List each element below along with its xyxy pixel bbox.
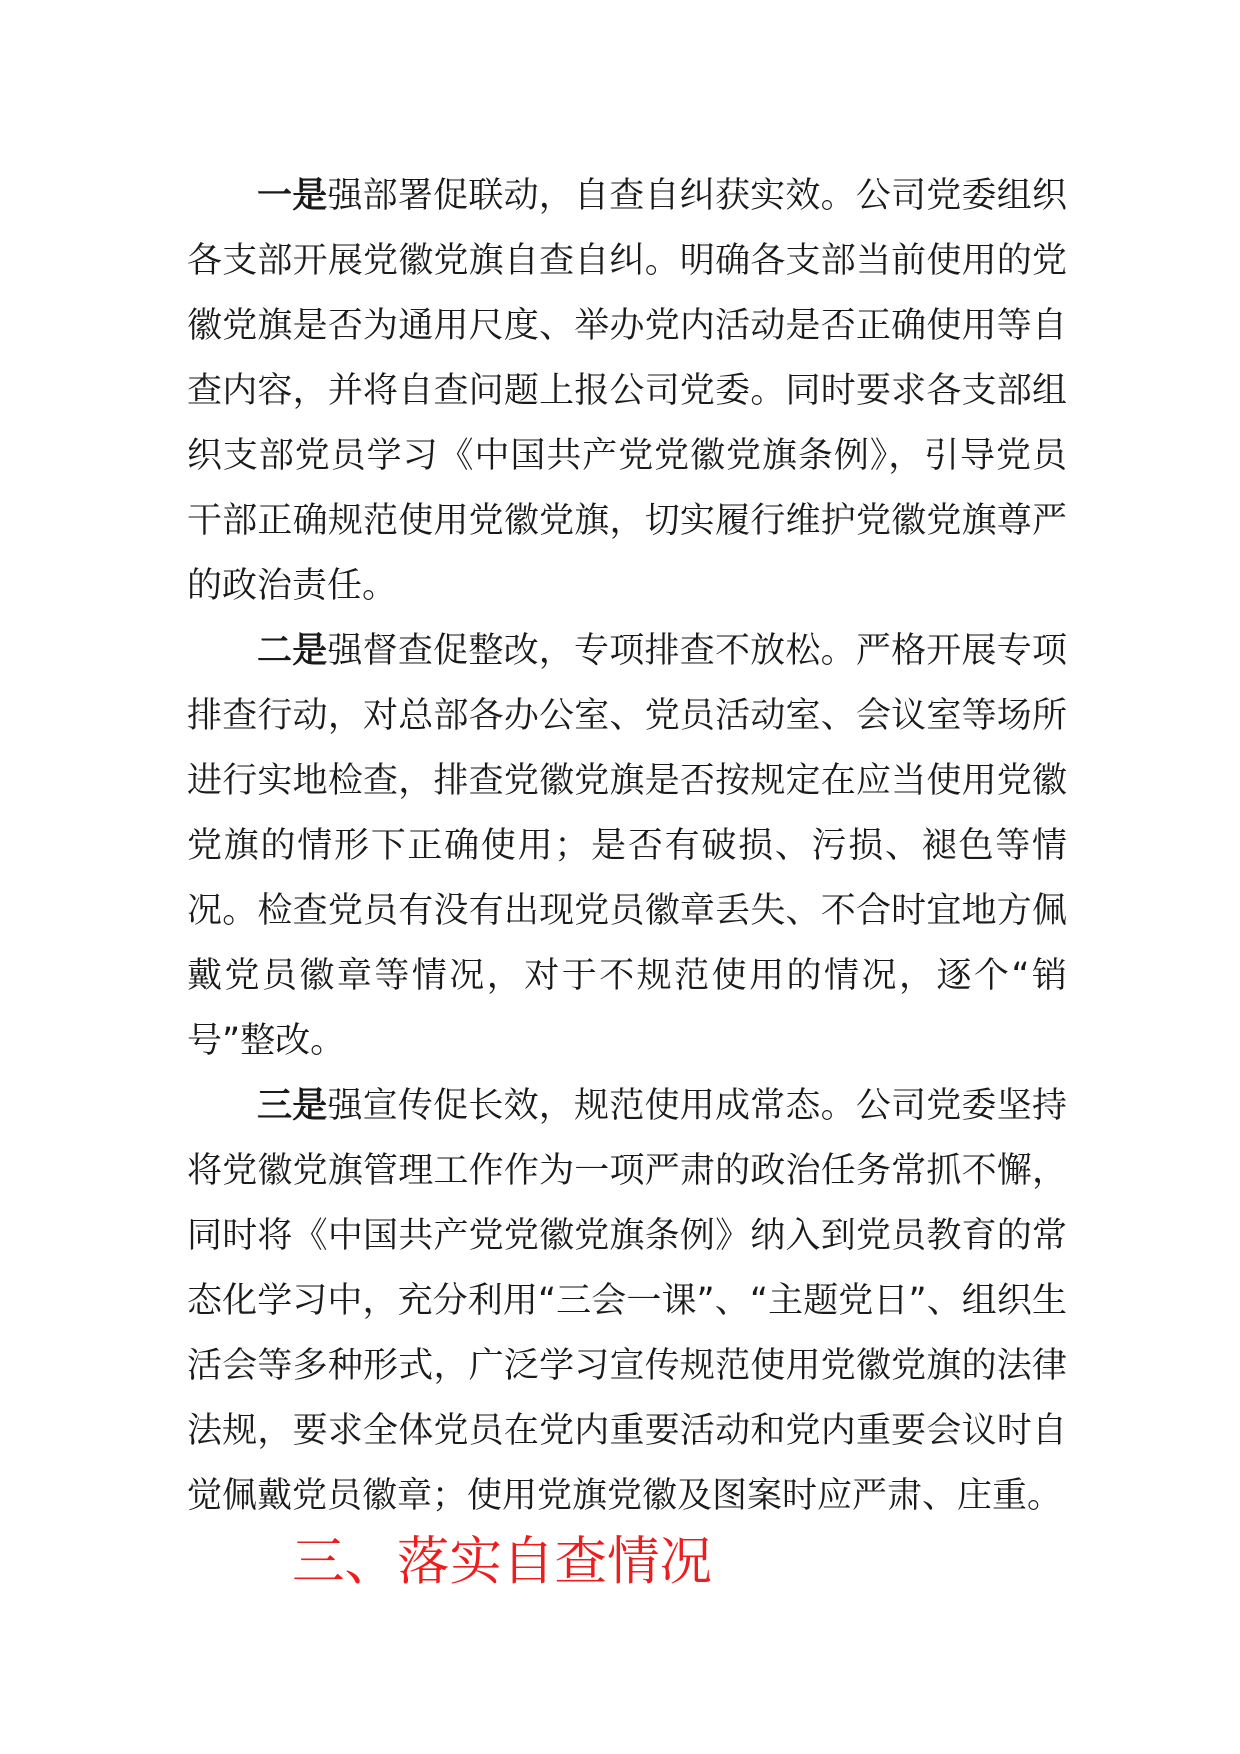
paragraph-1-lead: 一是 (257, 176, 328, 216)
paragraph-3 (187, 1074, 1067, 1529)
paragraph-1 (187, 164, 1067, 619)
document-body (187, 164, 1067, 1594)
paragraph-3-text: 强宣传促长效，规范使用成常态。公司党委坚持将党徽党旗管理工作作为一项严肃的政治任务常抓不懈，同时将《中国共产党党徽党旗条例》纳入到党员教育的常态化学习中，充分利用“三会一课”、“主题党日”、组织生活会等多种形式，广泛学习宣传规范使用党徽党旗的法律法规，要求全体党员在党内重要活动和党内重要会议时自觉佩戴党员徽章；使用党旗党徽及图案时应严肃、庄重。 (187, 1086, 1067, 1516)
paragraph-1-text: 强部署促联动，自查自纠获实效。公司党委组织各支部开展党徽党旗自查自纠。明确各支部当前使用的党徽党旗是否为通用尺度、举办党内活动是否正确使用等自查内容，并将自查问题上报公司党委。同时要求各支部组织支部党员学习《中国共产党党徽党旗条例》，引导党员干部正确规范使用党徽党旗，切实履行维护党徽党旗尊严的政治责任。 (187, 176, 1067, 606)
section-heading: 三、落实自查情况 (292, 1531, 713, 1592)
paragraph-2-text: 强督查促整改，专项排查不放松。严格开展专项排查行动，对总部各办公室、党员活动室、会议室等场所进行实地检查，排查党徽党旗是否按规定在应当使用党徽党旗的情形下正确使用；是否有破损、污损、褪色等情况。检查党员有没有出现党员徽章丢失、不合时宜地方佩戴党员徽章等情况，对于不规范使用的情况，逐个“销号”整改。 (187, 631, 1067, 1061)
paragraph-2-lead: 二是 (257, 631, 328, 671)
paragraph-3-lead: 三是 (257, 1086, 328, 1126)
paragraph-2 (187, 619, 1067, 1074)
